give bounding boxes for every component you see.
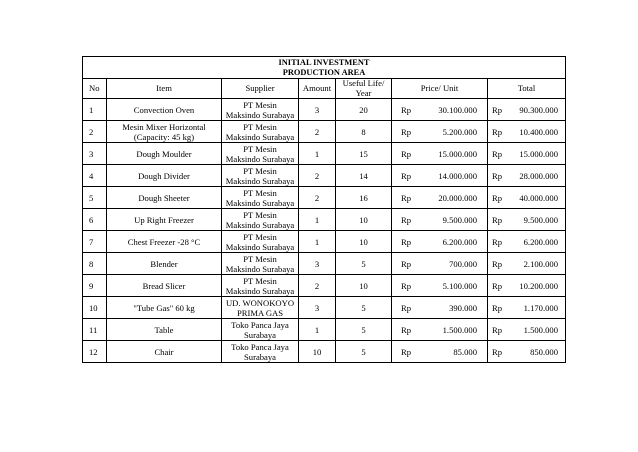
cell-no: 5 — [83, 187, 107, 209]
cell-price-value: 5.100.000 — [425, 275, 488, 297]
cell-no: 2 — [83, 121, 107, 143]
cell-price-currency: Rp — [392, 253, 425, 275]
cell-total-currency: Rp — [488, 165, 511, 187]
cell-item — [107, 165, 222, 187]
cell-no: 11 — [83, 319, 107, 341]
cell-amount: 3 — [299, 297, 336, 319]
cell-item — [107, 231, 222, 253]
col-header-useful-life — [336, 79, 392, 99]
cell-price-value: 15.000.000 — [425, 143, 488, 165]
cell-price-value: 20.000.000 — [425, 187, 488, 209]
cell-total-currency: Rp — [488, 209, 511, 231]
cell-total-currency: Rp — [488, 187, 511, 209]
table-row — [83, 187, 566, 209]
cell-item-line-1: Mesin Mixer Horizontal — [122, 121, 206, 132]
cell-supplier — [222, 165, 299, 187]
cell-item-line-1: "Tube Gas" 60 kg — [133, 302, 195, 313]
cell-item-line-1: Dough Sheeter — [138, 192, 190, 203]
col-header-item: Item — [107, 79, 222, 99]
cell-item — [107, 187, 222, 209]
cell-item — [107, 341, 222, 363]
cell-useful-life: 10 — [336, 275, 392, 297]
cell-amount: 3 — [299, 99, 336, 121]
cell-item — [107, 209, 222, 231]
cell-item-line-1: Table — [154, 324, 174, 335]
col-header-supplier: Supplier — [222, 79, 299, 99]
table-row — [83, 253, 566, 275]
cell-amount: 1 — [299, 319, 336, 341]
cell-price-currency: Rp — [392, 121, 425, 143]
cell-useful-life: 10 — [336, 209, 392, 231]
cell-price-value: 700.000 — [425, 253, 488, 275]
cell-price-value: 5.200.000 — [425, 121, 488, 143]
cell-supplier-line-1: PT Mesin — [243, 143, 277, 154]
cell-supplier-line-2: Maksindo Surabaya — [225, 175, 295, 186]
cell-item — [107, 319, 222, 341]
cell-total-value: 28.000.000 — [511, 165, 566, 187]
cell-price-currency: Rp — [392, 341, 425, 363]
cell-supplier-line-1: PT Mesin — [243, 275, 277, 286]
cell-total-value: 850.000 — [511, 341, 566, 363]
cell-total-value: 10.200.000 — [511, 275, 566, 297]
cell-useful-life: 5 — [336, 297, 392, 319]
cell-item-line-1: Up Right Freezer — [134, 214, 194, 225]
col-header-no: No — [83, 79, 107, 99]
cell-useful-life: 10 — [336, 231, 392, 253]
cell-item — [107, 99, 222, 121]
cell-price-currency: Rp — [392, 187, 425, 209]
cell-amount: 2 — [299, 187, 336, 209]
table-row — [83, 231, 566, 253]
cell-supplier-line-2: Surabaya — [244, 329, 276, 340]
cell-supplier — [222, 209, 299, 231]
cell-no: 9 — [83, 275, 107, 297]
col-header-price-unit: Price/ Unit — [392, 79, 488, 99]
initial-investment-table — [82, 56, 566, 363]
cell-supplier — [222, 231, 299, 253]
table-row — [83, 143, 566, 165]
useful-life-line-1: Useful Life/ — [342, 78, 385, 88]
cell-total-currency: Rp — [488, 121, 511, 143]
cell-supplier — [222, 275, 299, 297]
cell-amount: 1 — [299, 143, 336, 165]
table-row — [83, 341, 566, 363]
cell-supplier — [222, 121, 299, 143]
cell-total-value: 90.300.000 — [511, 99, 566, 121]
cell-no: 1 — [83, 99, 107, 121]
cell-total-currency: Rp — [488, 297, 511, 319]
cell-supplier-line-2: Maksindo Surabaya — [225, 197, 295, 208]
cell-useful-life: 8 — [336, 121, 392, 143]
table-row — [83, 121, 566, 143]
cell-supplier-line-2: Maksindo Surabaya — [225, 263, 295, 274]
cell-supplier-line-1: Toko Panca Jaya — [231, 319, 289, 330]
useful-life-line-2: Year — [355, 87, 372, 98]
cell-supplier — [222, 297, 299, 319]
cell-total-currency: Rp — [488, 341, 511, 363]
cell-useful-life: 20 — [336, 99, 392, 121]
cell-supplier-line-2: Maksindo Surabaya — [225, 109, 295, 120]
cell-price-value: 30.100.000 — [425, 99, 488, 121]
cell-useful-life: 5 — [336, 319, 392, 341]
cell-item-line-1: Chest Freezer -28 °C — [127, 236, 201, 247]
cell-total-currency: Rp — [488, 143, 511, 165]
cell-price-currency: Rp — [392, 297, 425, 319]
cell-supplier — [222, 341, 299, 363]
cell-total-value: 10.400.000 — [511, 121, 566, 143]
cell-item — [107, 253, 222, 275]
cell-supplier — [222, 253, 299, 275]
cell-no: 4 — [83, 165, 107, 187]
cell-total-value: 9.500.000 — [511, 209, 566, 231]
cell-total-value: 1.500.000 — [511, 319, 566, 341]
cell-useful-life: 16 — [336, 187, 392, 209]
table-row — [83, 209, 566, 231]
cell-supplier-line-2: Maksindo Surabaya — [225, 153, 295, 164]
cell-supplier-line-2: Maksindo Surabaya — [225, 285, 295, 296]
table-title — [83, 57, 566, 79]
cell-item-line-1: Dough Divider — [138, 170, 190, 181]
cell-price-currency: Rp — [392, 165, 425, 187]
cell-amount: 2 — [299, 121, 336, 143]
cell-no: 6 — [83, 209, 107, 231]
cell-supplier-line-1: Toko Panca Jaya — [231, 341, 289, 352]
cell-supplier-line-2: PRIMA GAS — [236, 307, 284, 318]
cell-item-line-1: Bread Slicer — [142, 280, 186, 291]
cell-supplier-line-1: PT Mesin — [243, 187, 277, 198]
cell-total-currency: Rp — [488, 319, 511, 341]
table-row — [83, 165, 566, 187]
cell-price-value: 6.200.000 — [425, 231, 488, 253]
cell-useful-life: 5 — [336, 341, 392, 363]
cell-amount: 1 — [299, 209, 336, 231]
cell-no: 10 — [83, 297, 107, 319]
cell-amount: 3 — [299, 253, 336, 275]
col-header-amount: Amount — [299, 79, 336, 99]
cell-no: 7 — [83, 231, 107, 253]
cell-price-value: 9.500.000 — [425, 209, 488, 231]
cell-no: 8 — [83, 253, 107, 275]
cell-supplier-line-2: Surabaya — [244, 351, 276, 362]
cell-supplier-line-1: PT Mesin — [243, 231, 277, 242]
cell-total-value: 6.200.000 — [511, 231, 566, 253]
cell-item-line-1: Dough Moulder — [136, 148, 192, 159]
cell-total-value: 2.100.000 — [511, 253, 566, 275]
cell-price-currency: Rp — [392, 209, 425, 231]
cell-total-currency: Rp — [488, 231, 511, 253]
col-header-total: Total — [488, 79, 566, 99]
cell-price-value: 14.000.000 — [425, 165, 488, 187]
title-line-2: PRODUCTION AREA — [282, 67, 366, 77]
cell-supplier-line-1: PT Mesin — [243, 209, 277, 220]
cell-item-line-1: Convection Oven — [133, 104, 195, 115]
cell-total-currency: Rp — [488, 253, 511, 275]
table-row — [83, 319, 566, 341]
cell-supplier — [222, 99, 299, 121]
cell-total-value: 15.000.000 — [511, 143, 566, 165]
cell-useful-life: 5 — [336, 253, 392, 275]
cell-item — [107, 143, 222, 165]
cell-item — [107, 275, 222, 297]
cell-amount: 1 — [299, 231, 336, 253]
cell-total-value: 1.170.000 — [511, 297, 566, 319]
cell-no: 12 — [83, 341, 107, 363]
cell-item-line-1: Chair — [154, 346, 174, 357]
cell-supplier-line-2: Maksindo Surabaya — [225, 219, 295, 230]
cell-useful-life: 14 — [336, 165, 392, 187]
cell-price-value: 390.000 — [425, 297, 488, 319]
cell-price-value: 1.500.000 — [425, 319, 488, 341]
cell-no: 3 — [83, 143, 107, 165]
cell-price-value: 85.000 — [425, 341, 488, 363]
cell-supplier — [222, 319, 299, 341]
table-row — [83, 275, 566, 297]
cell-useful-life: 15 — [336, 143, 392, 165]
cell-supplier-line-1: PT Mesin — [243, 253, 277, 264]
cell-supplier-line-2: Maksindo Surabaya — [225, 131, 295, 142]
cell-price-currency: Rp — [392, 319, 425, 341]
cell-supplier — [222, 187, 299, 209]
cell-total-currency: Rp — [488, 99, 511, 121]
title-line-1: INITIAL INVESTMENT — [278, 58, 370, 67]
cell-item — [107, 121, 222, 143]
cell-supplier-line-1: PT Mesin — [243, 99, 277, 110]
cell-supplier-line-2: Maksindo Surabaya — [225, 241, 295, 252]
cell-amount: 2 — [299, 165, 336, 187]
cell-supplier-line-1: UD. WONOKOYO — [225, 297, 295, 308]
cell-supplier — [222, 143, 299, 165]
cell-total-currency: Rp — [488, 275, 511, 297]
cell-price-currency: Rp — [392, 99, 425, 121]
cell-price-currency: Rp — [392, 275, 425, 297]
cell-total-value: 40.000.000 — [511, 187, 566, 209]
cell-price-currency: Rp — [392, 143, 425, 165]
cell-supplier-line-1: PT Mesin — [243, 121, 277, 132]
table-row — [83, 99, 566, 121]
cell-item-line-1: Blender — [150, 258, 178, 269]
cell-item-line-2: (Capacity: 45 kg) — [133, 131, 195, 142]
table-body — [83, 99, 566, 363]
table-row — [83, 297, 566, 319]
cell-amount: 2 — [299, 275, 336, 297]
cell-price-currency: Rp — [392, 231, 425, 253]
cell-amount: 10 — [299, 341, 336, 363]
cell-item — [107, 297, 222, 319]
cell-supplier-line-1: PT Mesin — [243, 165, 277, 176]
